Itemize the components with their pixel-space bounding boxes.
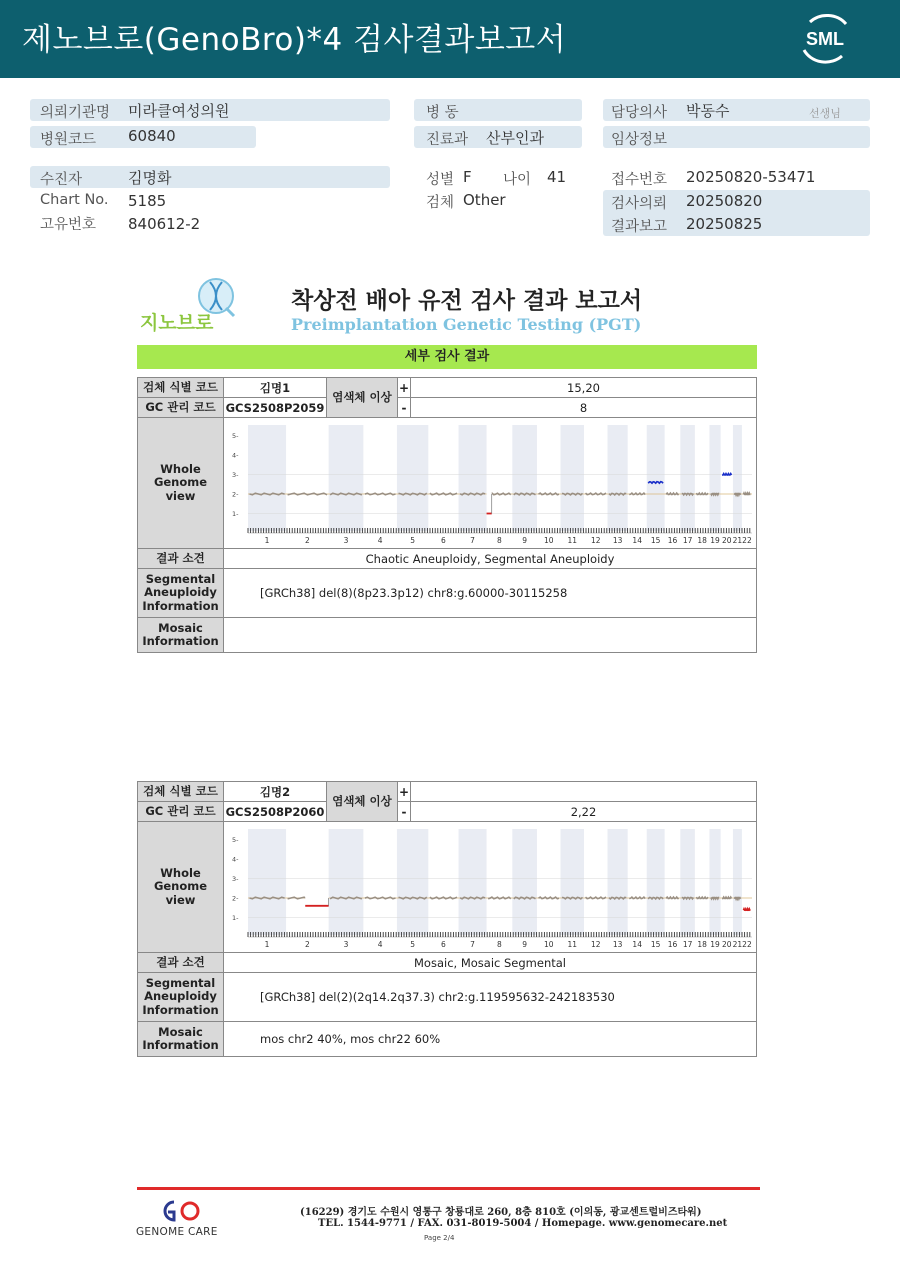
request-label: 검사의뢰 (611, 196, 668, 212)
chromosome-label: 21 (732, 939, 743, 949)
report-label: 결과보고 (611, 219, 668, 235)
segmental-header: Segmental Aneuploidy Information (138, 569, 224, 618)
specimen-value: Other (463, 191, 506, 209)
chromosome-label: 15 (650, 939, 661, 949)
chromosome-band (733, 829, 742, 935)
y-tick-label: 4- (232, 855, 239, 863)
sex-label: 성별 (426, 172, 455, 188)
copy-number-trace (629, 897, 645, 899)
chromosome-label: 9 (522, 939, 528, 949)
specimen-label: 검체 (426, 195, 455, 211)
chromosome-label: 2 (304, 939, 310, 949)
gain-sign: + (398, 378, 411, 398)
chromosome-band (680, 425, 695, 531)
specimen-code-value: 김명2 (224, 782, 327, 802)
unique-no-label: 고유번호 (40, 217, 97, 233)
chromosome-label: 10 (543, 535, 554, 545)
copy-number-trace (743, 493, 750, 494)
copy-number-trace (696, 897, 708, 898)
chromosome-label: 14 (632, 939, 642, 949)
loss-value: 2,22 (411, 802, 757, 822)
gain-value (411, 782, 757, 802)
unique-no-value: 840612-2 (128, 215, 201, 233)
mosaic-value: mos chr2 40%, mos chr22 60% (224, 1022, 757, 1057)
section-title: 세부 검사 결과 (137, 345, 757, 369)
chromosome-band (647, 425, 665, 531)
report-title: 제노브로(GenoBro)*4 검사결과보고서 (22, 22, 567, 58)
copy-number-trace (711, 897, 719, 898)
clinical-label: 임상정보 (611, 132, 668, 148)
page-number: Page 2/4 (424, 1234, 455, 1242)
y-tick-label: 2- (232, 894, 239, 902)
specimen-code-header: 검체 식별 코드 (138, 782, 224, 802)
sample-1-table (137, 377, 757, 653)
copy-number-trace (722, 473, 731, 474)
chromosome-label: 20 (722, 535, 732, 545)
copy-number-trace (666, 493, 679, 494)
chromosome-band (397, 425, 428, 531)
department-label: 진료과 (426, 132, 469, 148)
whole-genome-header: Whole Genome view (138, 822, 224, 953)
segmental-value: [GRCh38] del(2)(2q14.2q37.3) chr2:g.119595632-242183530 (224, 973, 757, 1022)
institution-value: 미라클여성의원 (128, 102, 230, 120)
chromosome-band (512, 425, 537, 531)
chromosome-label: 17 (682, 939, 693, 949)
chromosome-label: 20 (722, 939, 732, 949)
segment-mask (305, 895, 328, 901)
chromosome-label: 19 (710, 535, 720, 545)
result-value: Chaotic Aneuploidy, Segmental Aneuploidy (224, 549, 757, 569)
gain-value: 15,20 (411, 378, 757, 398)
age-label: 나이 (503, 172, 532, 188)
sml-logo-icon (796, 12, 854, 64)
chromosome-band (608, 829, 628, 935)
pgt-title-korean: 착상전 배아 유전 검사 결과 보고서 (291, 288, 643, 314)
chromosome-label: 18 (697, 939, 707, 949)
whole-genome-header: Whole Genome view (138, 418, 224, 549)
chromosome-label: 8 (497, 535, 502, 545)
copy-number-trace (682, 897, 694, 898)
chromosome-label: 2 (304, 535, 310, 545)
copy-number-trace (539, 897, 560, 899)
copy-number-trace (735, 493, 741, 494)
genobro-logo-text: 지노브로 (140, 312, 214, 334)
sml-logo-text: SML (806, 29, 844, 49)
doctor-label: 담당의사 (611, 105, 668, 121)
gc-code-value: GCS2508P2059 (224, 398, 327, 418)
copy-number-trace (682, 493, 694, 494)
copy-number-trace (430, 897, 457, 899)
copy-number-trace (488, 897, 511, 899)
chart-no-label: Chart No. (40, 192, 109, 208)
chromosome-band (329, 425, 364, 531)
chromosome-label: 15 (650, 535, 661, 545)
specimen-code-header: 검체 식별 코드 (138, 378, 224, 398)
report-header (0, 0, 900, 78)
gain-sign: + (398, 782, 411, 802)
copy-number-trace (609, 897, 626, 899)
chromosome-label: 3 (343, 535, 349, 545)
mosaic-header: Mosaic Information (138, 1022, 224, 1057)
segmental-value: [GRCh38] del(8)(8p23.3p12) chr8:g.60000-30115258 (224, 569, 757, 618)
y-tick-label: 2- (232, 490, 239, 498)
report-value: 20250825 (686, 215, 763, 233)
mosaic-header: Mosaic Information (138, 618, 224, 653)
gc-code-header: GC 관리 코드 (138, 398, 224, 418)
chromosome-label: 11 (567, 939, 578, 949)
chromosome-band (248, 425, 286, 531)
chromosome-label: 5 (410, 939, 416, 949)
footer-address: (16229) 경기도 수원시 영통구 창룡대로 260, 8층 810호 (이의동, 광교센트럴비즈타워) (300, 1207, 702, 1218)
chromosome-label: 11 (567, 535, 578, 545)
chromosome-label: 6 (441, 939, 446, 949)
ward-label: 병 동 (426, 105, 459, 121)
patient-label: 수진자 (40, 172, 83, 188)
segmental-header: Segmental Aneuploidy Information (138, 973, 224, 1022)
chromosome-label: 1 (264, 535, 270, 545)
hospital-code-label: 병원코드 (40, 132, 97, 148)
chromosome-label: 18 (697, 535, 707, 545)
patient-value: 김명화 (128, 169, 172, 187)
chromosome-band (512, 829, 537, 935)
institution-label: 의뢰기관명 (40, 105, 111, 121)
chromosome-label: 6 (441, 535, 446, 545)
chromosome-label: 17 (682, 535, 693, 545)
genome-view-plot (224, 823, 755, 952)
chrom-abnormality-header: 염색체 이상 (327, 782, 398, 822)
gc-code-header: GC 관리 코드 (138, 802, 224, 822)
gc-code-value: GCS2508P2060 (224, 802, 327, 822)
chromosome-band (608, 425, 628, 531)
copy-number-trace (743, 908, 750, 909)
chromosome-label: 13 (612, 939, 623, 949)
segment-mask (487, 491, 492, 497)
chromosome-label: 4 (377, 535, 383, 545)
patient-bar (30, 166, 390, 188)
copy-number-trace (666, 897, 679, 898)
chromosome-label: 1 (264, 939, 270, 949)
chromosome-label: 22 (742, 939, 752, 949)
genome-view-plot (224, 419, 755, 548)
chromosome-label: 5 (410, 535, 416, 545)
chromosome-label: 16 (667, 939, 678, 949)
chromosome-label: 16 (667, 535, 678, 545)
result-header: 결과 소견 (138, 953, 224, 973)
copy-number-trace (430, 493, 457, 495)
doctor-suffix: 선생님 (809, 107, 841, 120)
specimen-code-value: 김명1 (224, 378, 327, 398)
chromosome-band (647, 829, 665, 935)
chromosome-label: 4 (377, 939, 383, 949)
chromosome-label: 13 (612, 535, 623, 545)
loss-value: 8 (411, 398, 757, 418)
sample-2-table (137, 781, 757, 1057)
chromosome-label: 7 (470, 939, 475, 949)
loss-sign: - (398, 802, 411, 822)
copy-number-trace (288, 493, 328, 495)
chromosome-label: 7 (470, 535, 475, 545)
footer-contact: TEL. 1544-9771 / FAX. 031-8019-5004 / Homepage. www.genomecare.net (318, 1218, 728, 1229)
y-tick-label: 5- (232, 431, 239, 440)
mosaic-value (224, 618, 757, 653)
chromosome-label: 9 (522, 535, 528, 545)
y-tick-label: 1- (232, 509, 239, 518)
chromosome-band (329, 829, 364, 935)
copy-number-trace (735, 897, 741, 898)
chromosome-label: 10 (543, 939, 554, 949)
result-header: 결과 소견 (138, 549, 224, 569)
genome-care-logo-icon (150, 1198, 210, 1224)
copy-number-trace (365, 493, 396, 495)
receipt-value: 20250820-53471 (686, 168, 816, 186)
copy-number-trace (609, 493, 626, 495)
doctor-value: 박동수 (686, 102, 730, 120)
sex-value: F (463, 168, 472, 186)
chromosome-band (709, 829, 720, 935)
y-tick-label: 1- (232, 913, 239, 922)
result-value: Mosaic, Mosaic Segmental (224, 953, 757, 973)
chrom-abnormality-header: 염색체 이상 (327, 378, 398, 418)
pgt-title-english: Preimplantation Genetic Testing (PGT) (291, 315, 642, 334)
footer-divider (137, 1187, 760, 1190)
chromosome-band (709, 425, 720, 531)
chromosome-label: 12 (590, 939, 601, 949)
chromosome-label: 14 (632, 535, 642, 545)
y-tick-label: 3- (232, 470, 239, 479)
age-value: 41 (547, 168, 567, 186)
copy-number-trace (629, 493, 645, 495)
chromosome-band (248, 829, 286, 935)
copy-number-trace (539, 493, 560, 495)
copy-number-trace (365, 897, 396, 899)
y-tick-label: 4- (232, 451, 239, 459)
chromosome-label: 22 (742, 535, 752, 545)
loss-sign: - (398, 398, 411, 418)
chromosome-band (459, 829, 487, 935)
copy-number-trace (711, 493, 719, 494)
chromosome-label: 3 (343, 939, 349, 949)
chromosome-band (733, 425, 742, 531)
copy-number-trace (722, 897, 731, 898)
chromosome-band (560, 425, 584, 531)
chromosome-band (680, 829, 695, 935)
request-value: 20250820 (686, 192, 763, 210)
chromosome-label: 19 (710, 939, 720, 949)
copy-number-trace (696, 493, 708, 494)
company-name: GENOME CARE (136, 1226, 218, 1238)
department-value: 산부인과 (486, 129, 544, 147)
chromosome-label: 12 (590, 535, 601, 545)
chart-no-value: 5185 (128, 192, 167, 210)
chromosome-label: 21 (732, 535, 743, 545)
y-tick-label: 3- (232, 874, 239, 883)
hospital-code-value: 60840 (128, 127, 176, 145)
chromosome-band (560, 829, 584, 935)
chromosome-band (459, 425, 487, 531)
y-tick-label: 5- (232, 835, 239, 844)
chromosome-band (397, 829, 428, 935)
genobro-logo-icon (138, 274, 250, 336)
chromosome-label: 8 (497, 939, 502, 949)
receipt-label: 접수번호 (611, 172, 668, 188)
